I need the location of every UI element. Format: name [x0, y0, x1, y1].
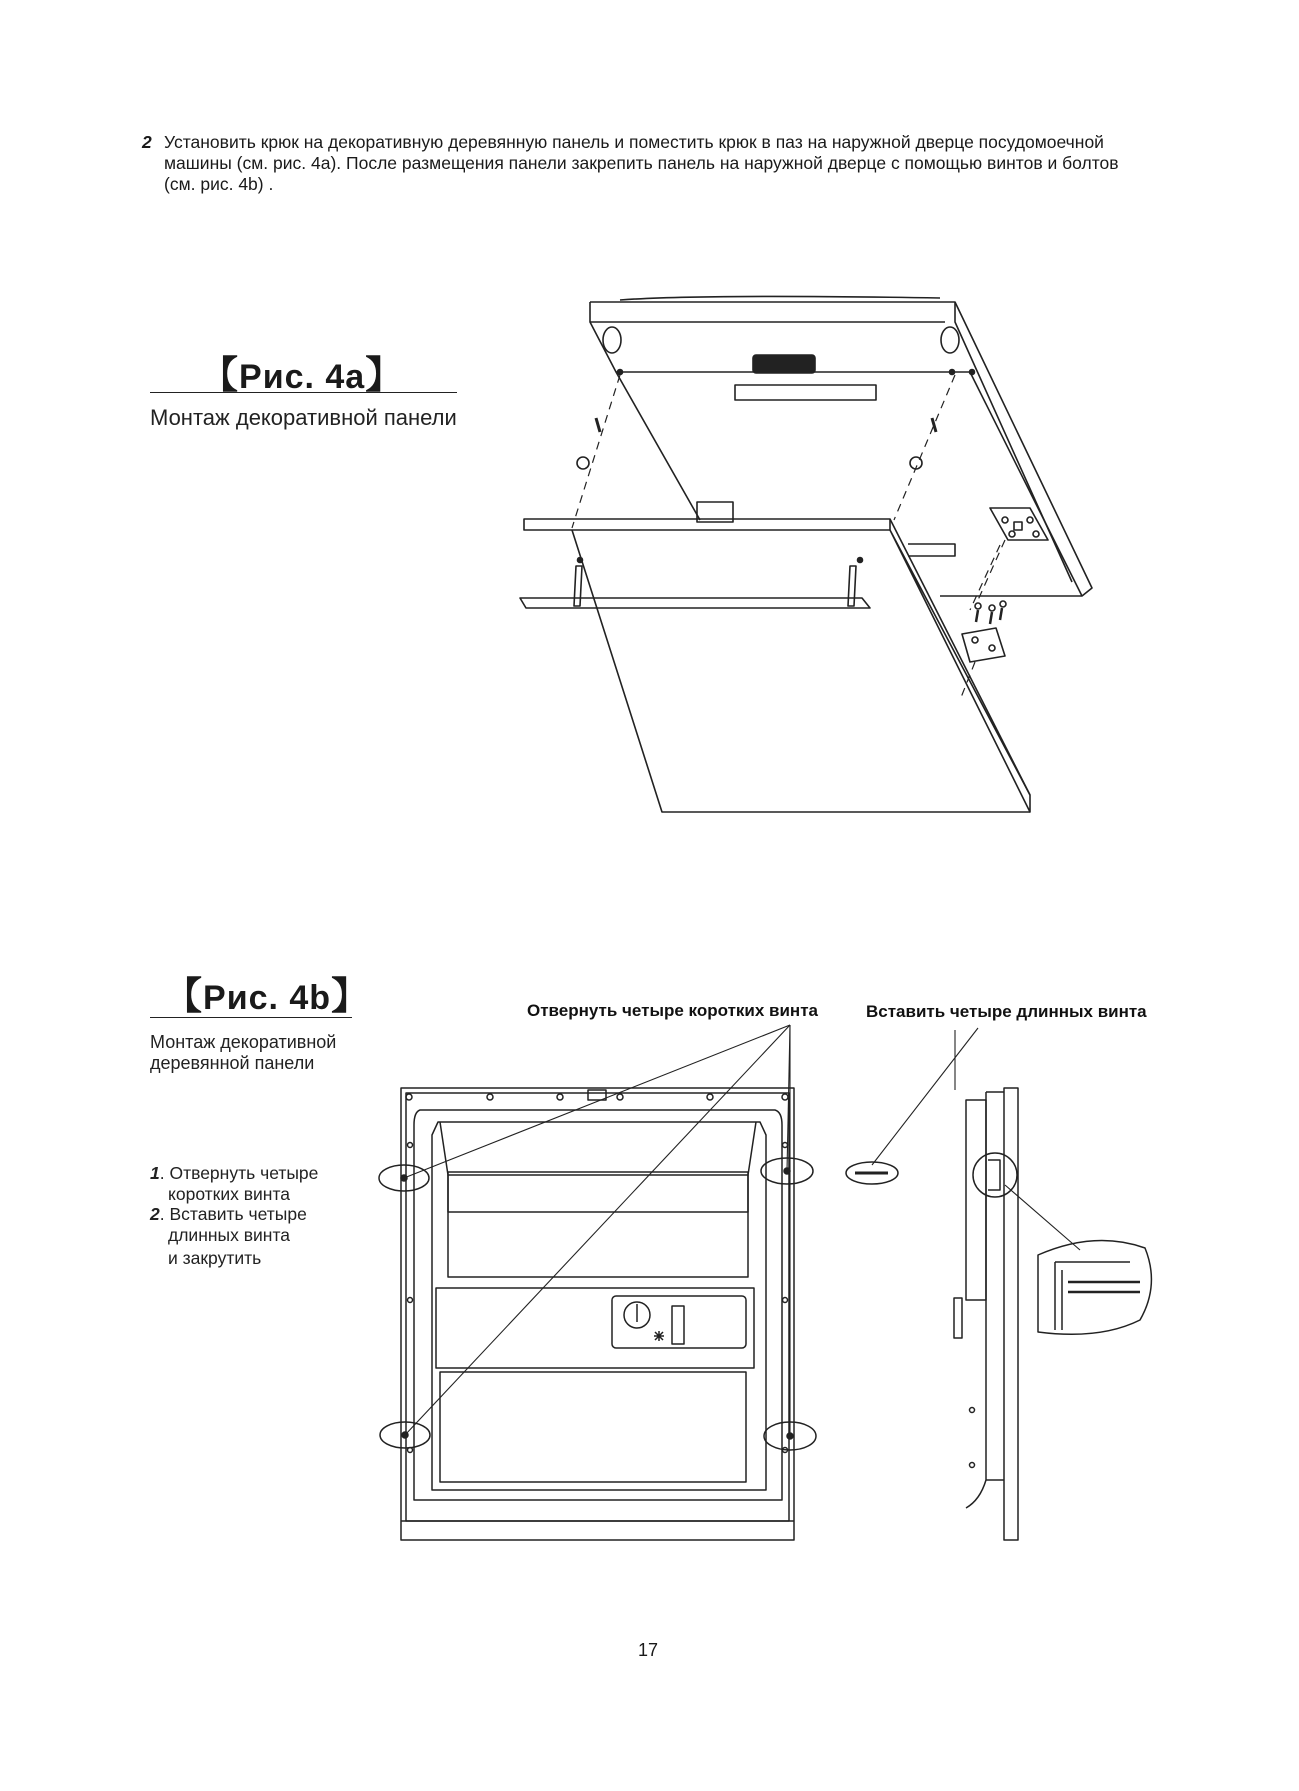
intro-line-3: (см. рис. 4b) . — [164, 174, 274, 194]
step-1: 1. Отвернуть четыре коротких винта — [150, 1163, 319, 1204]
step-2: 2. Вставить четыре длинных винта — [150, 1204, 307, 1245]
fig4b-title: 【Рис. 4b】 — [164, 976, 371, 1018]
step-extra: и закрутить — [168, 1248, 262, 1268]
intro-line-1: Установить крюк на декоративную деревянную панель и поместить крюк в паз на наружной дверце посудомоечной — [164, 132, 1104, 152]
fig4b-subtitle-line-2: деревянной панели — [150, 1053, 315, 1073]
intro-paragraph — [142, 132, 1162, 194]
callout-short-screws: Отвернуть четыре коротких винта — [527, 1001, 818, 1020]
fig4b-rule — [150, 1017, 352, 1018]
fig4b-steps — [150, 1163, 318, 1269]
callout-long-screws: Вставить четыре длинных винта — [866, 1002, 1147, 1021]
intro-step-number: 2 — [142, 132, 152, 152]
fig4a-subtitle: Монтаж декоративной панели — [150, 405, 457, 430]
fig4b-subtitle-line-1: Монтаж декоративной — [150, 1032, 337, 1052]
fig4a-rule — [150, 392, 457, 393]
page-number: 17 — [638, 1640, 659, 1660]
fig4a-title: 【Рис. 4a】 — [200, 355, 405, 397]
intro-line-2: машины (см. рис. 4a). После размещения панели закрепить панель на наружной дверце с помощью винтов и болтов — [164, 153, 1119, 173]
fig4b-subtitle — [150, 1032, 336, 1074]
